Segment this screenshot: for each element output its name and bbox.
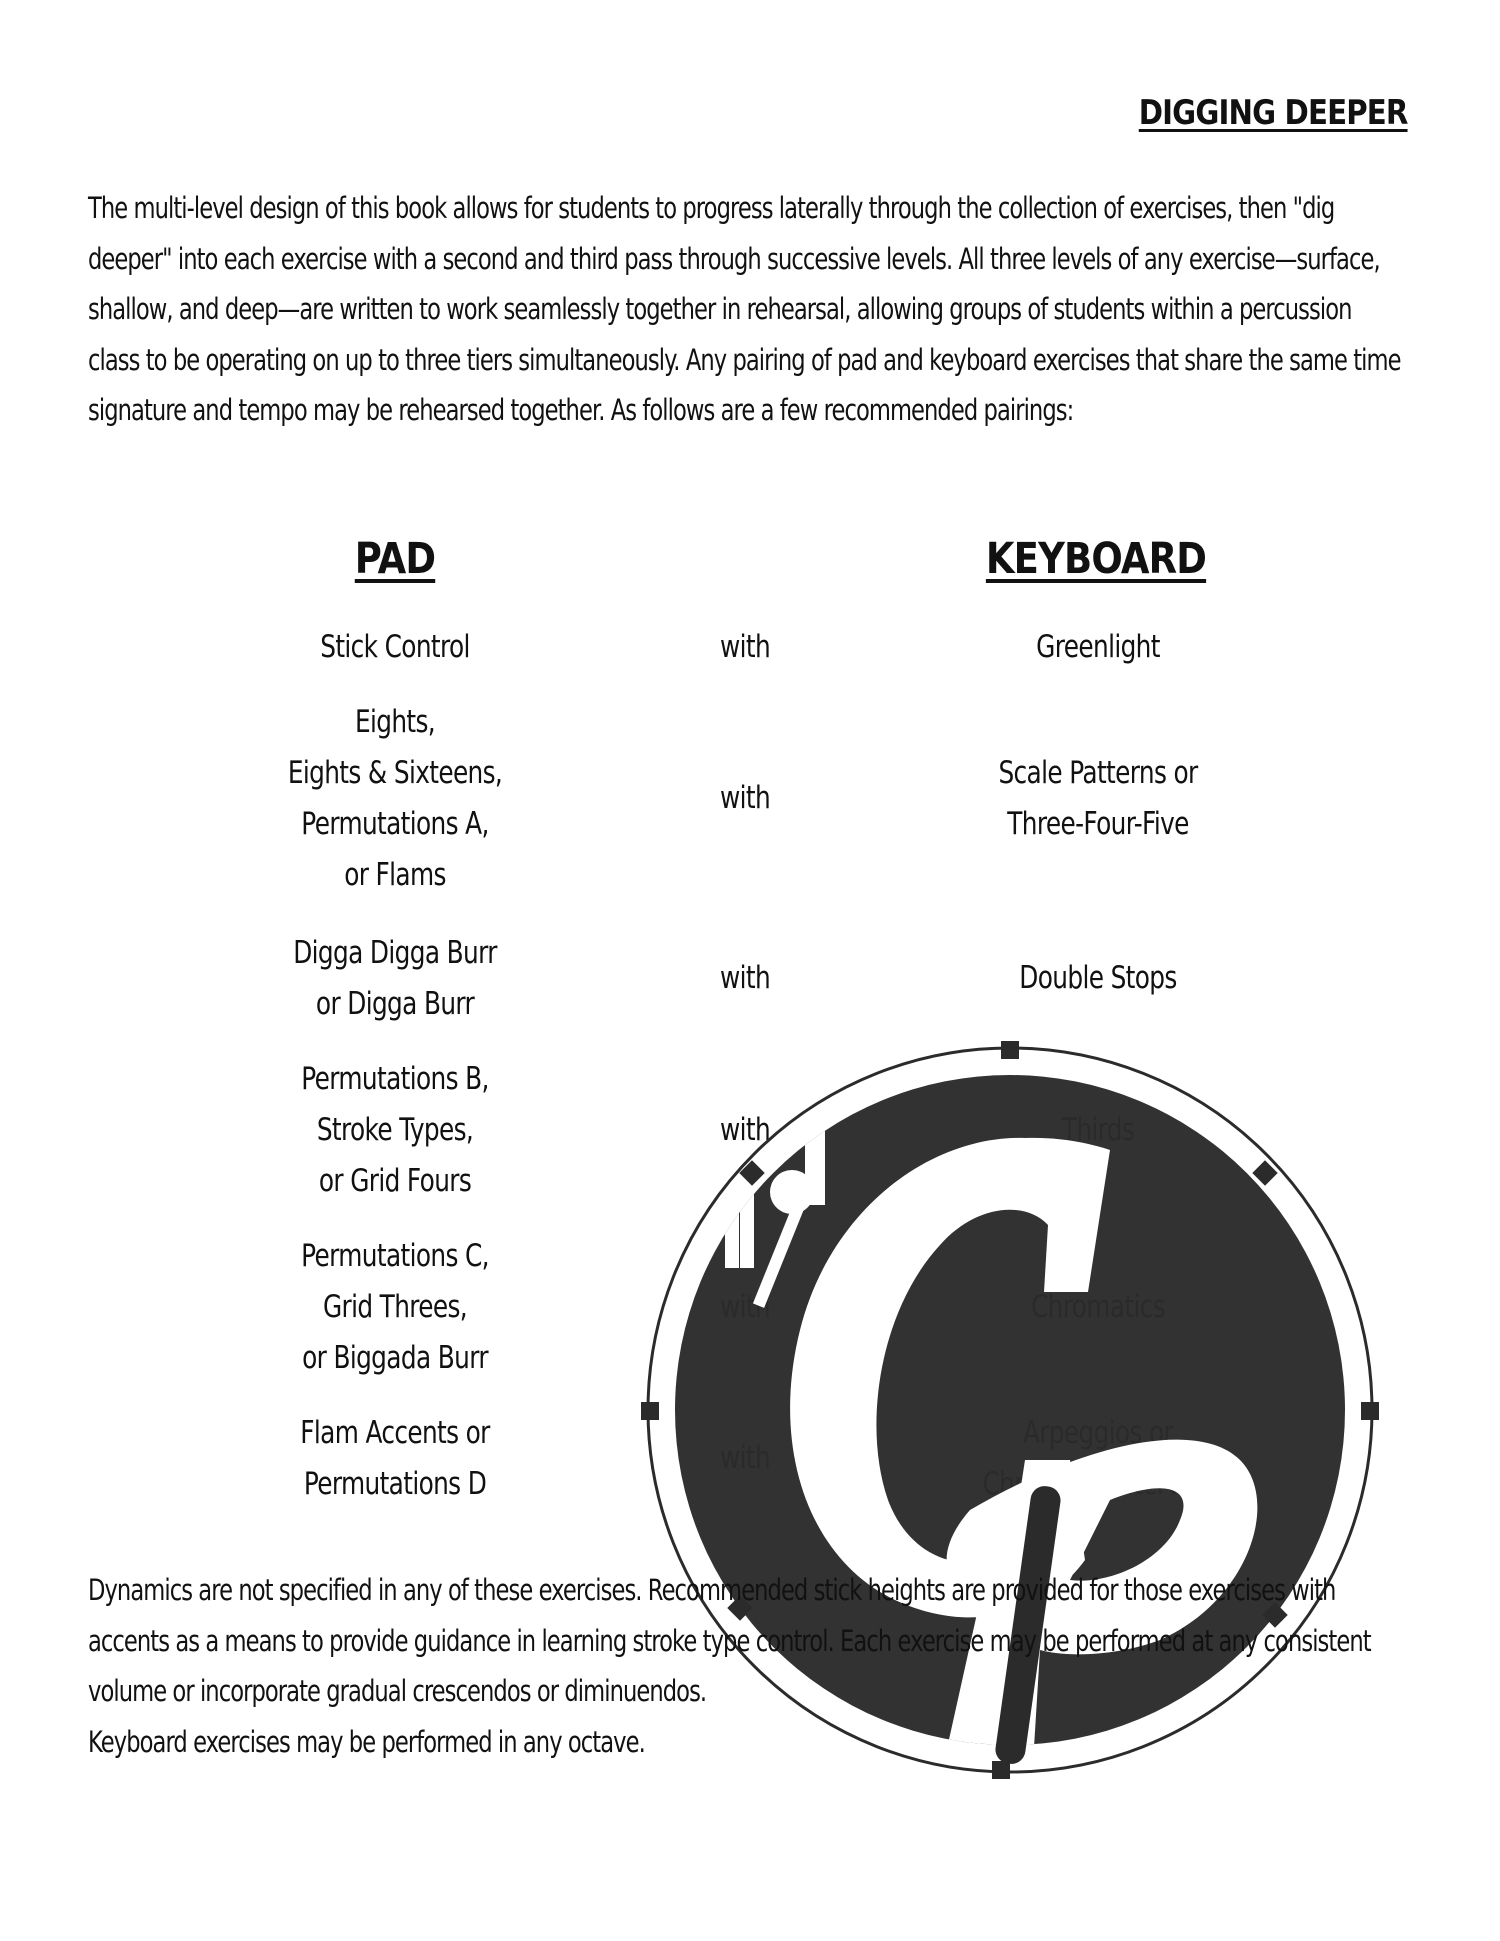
with-label: with [719, 780, 771, 816]
with-label: with [719, 1112, 771, 1148]
keyboard-exercise: Greenlight [1036, 629, 1160, 665]
keyboard-exercise: Double Stops [1019, 960, 1177, 996]
pad-exercise: Permutations B, Stroke Types, or Grid Fours [301, 1061, 489, 1199]
section-heading: DIGGING DEEPER [1139, 93, 1408, 133]
pad-column-heading: PAD [354, 534, 436, 584]
pad-exercise: Permutations C, Grid Threes, or Biggada Burr [301, 1238, 489, 1376]
pad-exercise: Stick Control [320, 629, 470, 665]
pad-exercise: Flam Accents or Permutations D [300, 1415, 490, 1502]
pad-exercise: Eights, Eights & Sixteens, Permutations A, or Flams [287, 704, 503, 893]
with-label: with [719, 960, 771, 996]
with-label: with [719, 629, 771, 665]
pad-exercise: Digga Digga Burr or Digga Burr [293, 935, 497, 1022]
intro-paragraph: The multi-level design of this book allows for students to progress laterally through the collection of exercises, then "dig deeper" into each exercise with a second and third pass through successive levels. All three levels of any exercise—surface, shallow, and deep—are written to work seamlessly together in rehearsal, allowing groups of students within a percussion class to be operating on up to three tiers simultaneously. Any pairing of pad and keyboard exercises that share the same time signature and tempo may be rehearsed together. As follows are a few recommended pairings: [88, 191, 1401, 427]
keyboard-exercise: Scale Patterns or Three-Four-Five [998, 755, 1198, 842]
closing-paragraph: Dynamics are not specified in any of these exercises. Recommended stick heights are provided for those exercises with accents as a means to provide guidance in learning stroke type control. Each exercise may be performed at any consistent volume or incorporate gradual crescendos or diminuendos. Keyboard exercises may be performed in any octave. [88, 1573, 1371, 1759]
keyboard-column-heading: KEYBOARD [985, 534, 1207, 584]
